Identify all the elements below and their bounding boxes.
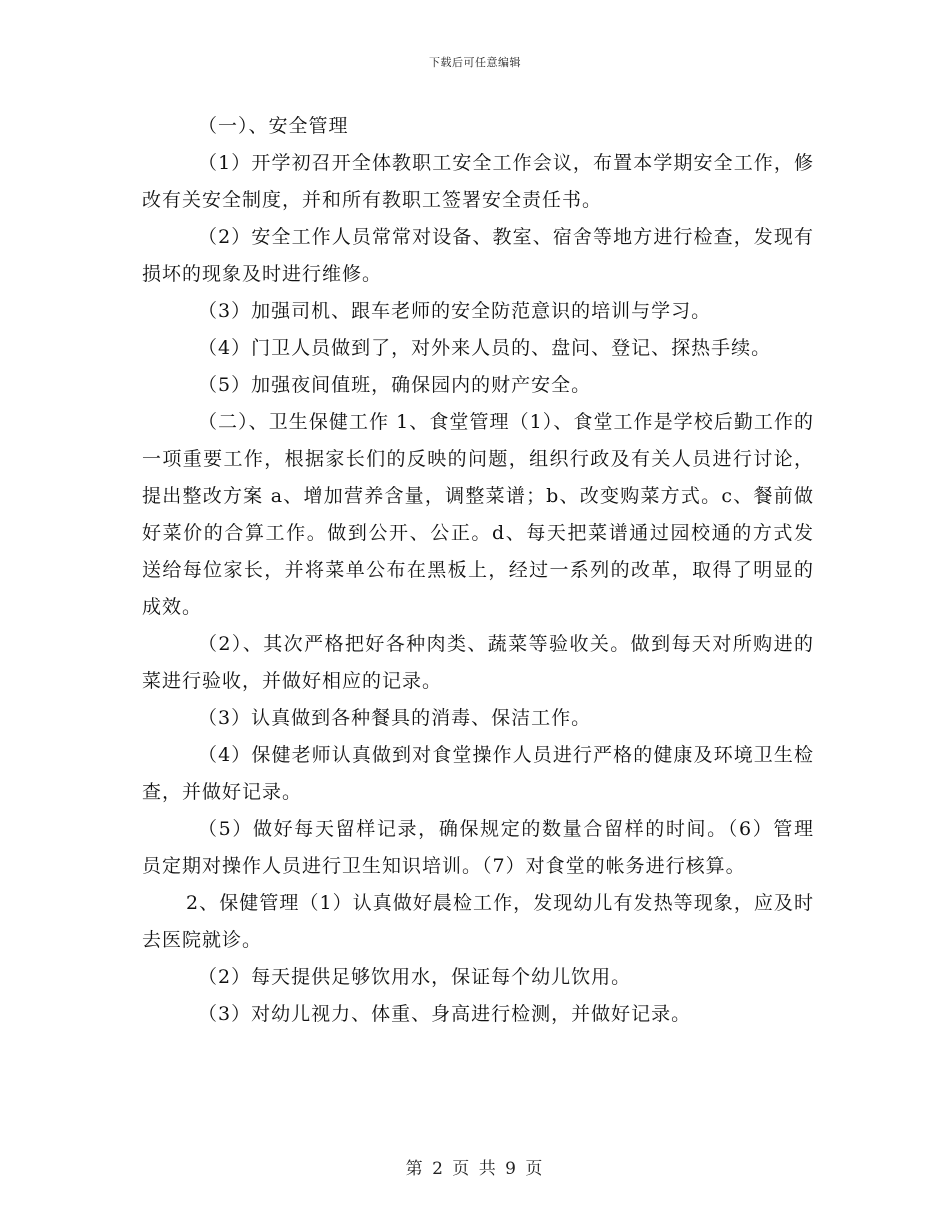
section-heading-health: 2、保健管理（1）认真做好晨检工作，发现幼儿有发热等现象，应及时去医院就诊。	[142, 892, 814, 951]
paragraph: （3）对幼儿视力、体重、身高进行检测，并做好记录。	[198, 1003, 692, 1025]
document-body	[142, 108, 814, 1033]
section-heading-safety: （一）、安全管理	[198, 115, 349, 137]
paragraph: （2）安全工作人员常常对设备、教室、宿舍等地方进行检查，发现有损坏的现象及时进行维修。	[142, 226, 814, 285]
paragraph: （4）门卫人员做到了，对外来人员的、盘问、登记、探热手续。	[198, 337, 772, 359]
paragraph: （5）做好每天留样记录，确保规定的数量合留样的时间。（6）管理员定期对操作人员进行卫生知识培训。（7）对食堂的帐务进行核算。	[142, 818, 814, 877]
paragraph: （2）、其次严格把好各种肉类、蔬菜等验收关。做到每天对所购进的菜进行验收，并做好相应的记录。	[142, 633, 814, 692]
paragraph: （3）认真做到各种餐具的消毒、保洁工作。	[198, 707, 592, 729]
paragraph: （2）每天提供足够饮用水，保证每个幼儿饮用。	[198, 966, 632, 988]
paragraph: （1）开学初召开全体教职工安全工作会议，布置本学期安全工作，修改有关安全制度，并和所有教职工签署安全责任书。	[142, 152, 814, 211]
paragraph: （3）加强司机、跟车老师的安全防范意识的培训与学习。	[198, 300, 712, 322]
page-header: 下载后可任意编辑	[429, 56, 521, 69]
paragraph: （5）加强夜间值班，确保园内的财产安全。	[198, 374, 592, 396]
page-number-footer: 第 2 页 共 9 页	[405, 1159, 545, 1179]
section-heading-hygiene: （二）、卫生保健工作 1、食堂管理（1）、食堂工作是学校后勤工作的一项重要工作，根据家长们的反映的问题，组织行政及有关人员进行讨论，提出整改方案 a、增加营养含量，调整菜谱；b、改变购菜方式。c、餐前做好菜价的合算工作。做到公开、公正。d、每天把菜谱通过园校通的方式发送给每位家长，并将菜单公布在黑板上，经过一系列的改革，取得了明显的成效。	[142, 411, 814, 618]
paragraph: （4）保健老师认真做到对食堂操作人员进行严格的健康及环境卫生检查，并做好记录。	[142, 744, 814, 803]
